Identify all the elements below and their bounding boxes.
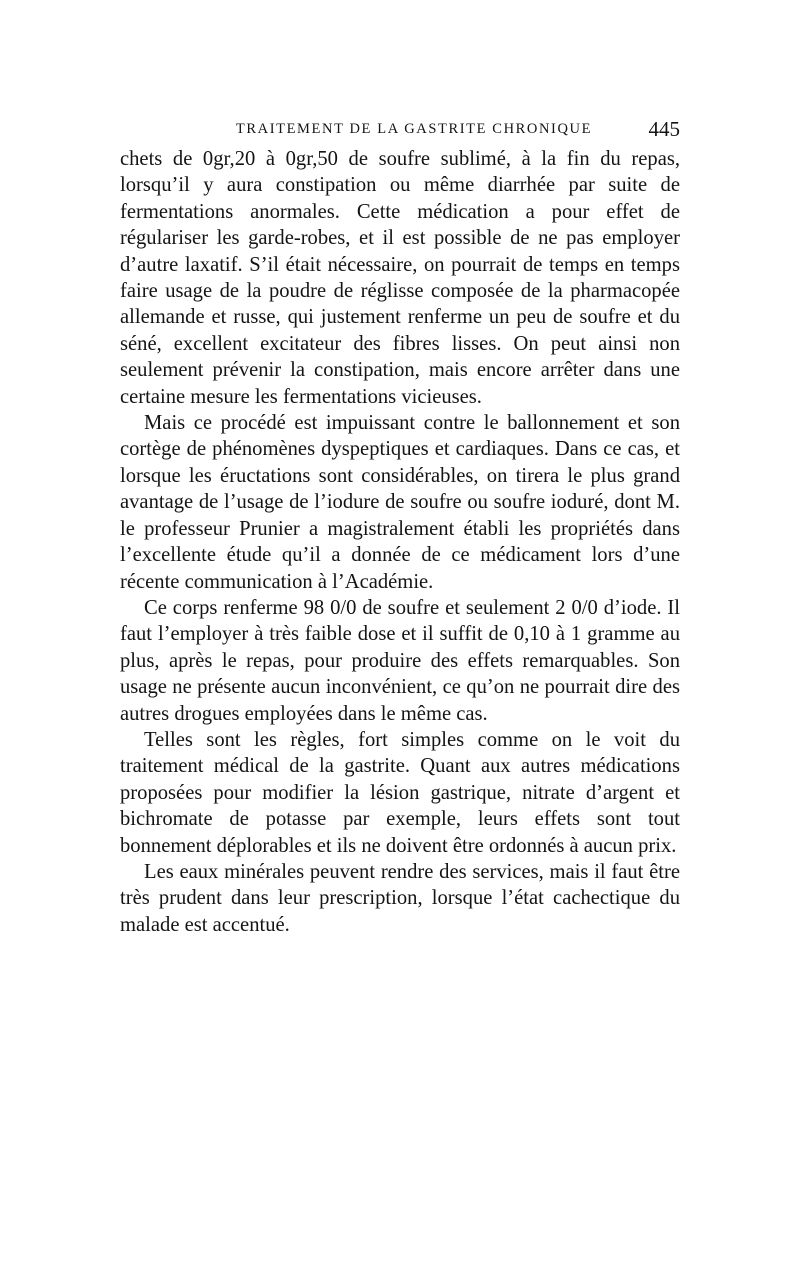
body-text	[120, 146, 680, 938]
book-page	[120, 112, 680, 938]
paragraph: Les eaux minérales peuvent rendre des services, mais il faut être très prudent dans leur prescription, lorsque l’état cachectique du malade est accentué.	[120, 860, 680, 936]
paragraph-continued: chets de 0gr,20 à 0gr,50 de soufre sublimé, à la fin du repas, lorsqu’il y aura constipation ou même diarrhée par suite de fermentations anormales. Cette médication a pour effet de régulariser les garde-robes, et il est possible de ne pas employer d’autre laxatif. S’il était nécessaire, on pourrait de temps en temps faire usage de la poudre de réglisse composée de la pharmacopée allemande et russe, qui justement renferme un peu de soufre et du séné, excellent excitateur des fibres lisses. On peut ainsi non seulement prévenir la constipation, mais encore arrêter dans une certaine mesure les fermentations vicieuses.	[120, 148, 680, 408]
paragraph: Ce corps renferme 98 0/0 de soufre et seulement 2 0/0 d’iode. Il faut l’employer à très faible dose et il suffit de 0,10 à 1 gramme au plus, après le repas, pour produire des effets remarquables. Son usage ne présente aucun inconvénient, ce qu’on ne pourrait dire des autres drogues employées dans le même cas.	[120, 596, 680, 725]
running-head	[120, 112, 680, 146]
paragraph: Mais ce procédé est impuissant contre le ballonnement et son cortège de phénomènes dyspeptiques et cardiaques. Dans ce cas, et lorsque les éructations sont considérables, on tirera le plus grand avantage de l’usage de l’iodure de soufre ou soufre ioduré, dont M. le professeur Prunier a magistralement établi les propriétés dans l’excellente étude qu’il a donnée de ce médicament lors d’une récente communication à l’Académie.	[120, 412, 680, 593]
running-title: TRAITEMENT DE LA GASTRITE CHRONIQUE	[235, 121, 593, 137]
paragraph: Telles sont les règles, fort simples comme on le voit du traitement médical de la gastrite. Quant aux autres médications proposées pour modifier la lésion gastrique, nitrate d’argent et bichromate de potasse par exemple, leurs effets sont tout bonnement déplorables et ils ne doivent être ordonnés à aucun prix.	[120, 728, 680, 857]
page-number: 445	[648, 117, 680, 141]
